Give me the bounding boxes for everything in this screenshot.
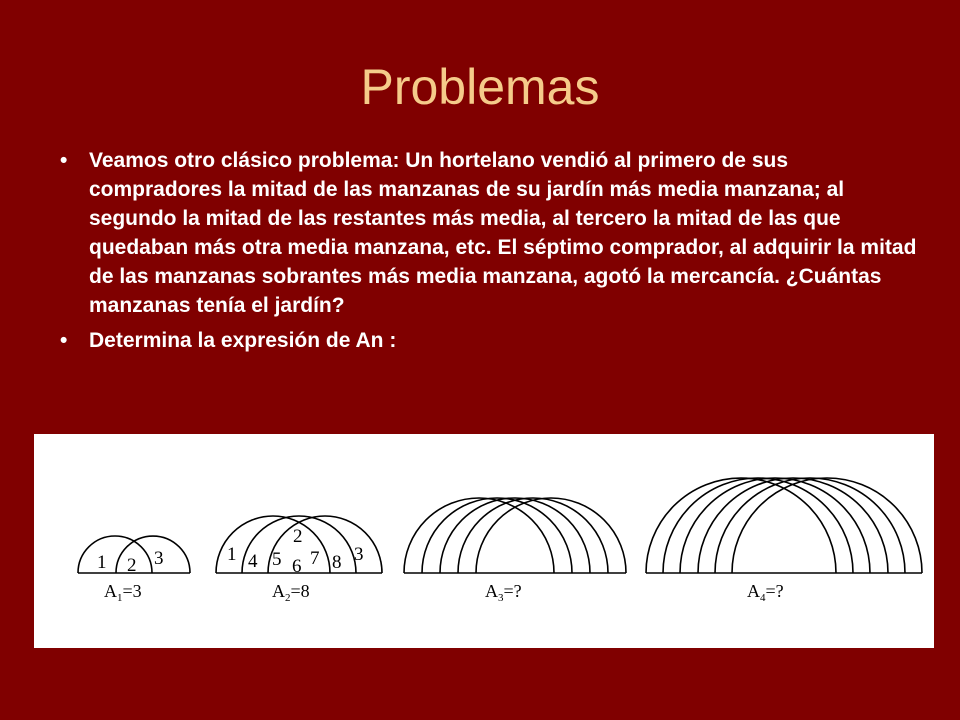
caption-a1: $A_1=3$ <box>104 581 142 604</box>
region-label: 2 <box>293 526 303 547</box>
region-label: 1 <box>97 552 107 573</box>
region-label: 4 <box>248 551 258 572</box>
caption-a2: $A_2=8$ <box>272 581 310 604</box>
caption-a3: $A_3=$? <box>485 581 522 604</box>
caption-a4: $A_4=$? <box>747 581 784 604</box>
region-label: 5 <box>272 549 282 570</box>
region-label: 7 <box>310 548 320 569</box>
region-label: 1 <box>227 544 237 565</box>
region-label: 3 <box>154 548 164 569</box>
diagram-a4-arcs <box>646 478 922 573</box>
bullet-item-task <box>60 326 920 355</box>
bullet-item-problem <box>60 146 920 320</box>
bullet-marker: • <box>60 149 68 172</box>
region-label: 3 <box>354 544 364 565</box>
slide-title: Problemas <box>360 59 600 115</box>
semicircle-figure <box>34 434 934 648</box>
semicircle-diagrams-svg <box>34 434 934 648</box>
bullet-marker: • <box>60 329 68 352</box>
region-label: 2 <box>127 555 137 576</box>
region-label: 8 <box>332 552 342 573</box>
region-label: 6 <box>292 556 302 577</box>
bullet-text-problem: Veamos otro clásico problema: Un hortelano vendió al primero de sus compradores la mitad de las manzanas de su jardín más media manzana; al segundo la mitad de las restantes más media, al tercero la mitad de las que quedaban más otra media manzana, etc. El séptimo comprador, al adquirir la mitad de las manzanas sobrantes más media manzana, agotó la mercancía. ¿Cuántas manzanas tenía el jardín? <box>89 149 917 317</box>
bullet-text-task: Determina la expresión de An : <box>89 329 397 352</box>
diagram-a3-arcs <box>404 498 626 573</box>
bullet-list <box>60 146 920 361</box>
